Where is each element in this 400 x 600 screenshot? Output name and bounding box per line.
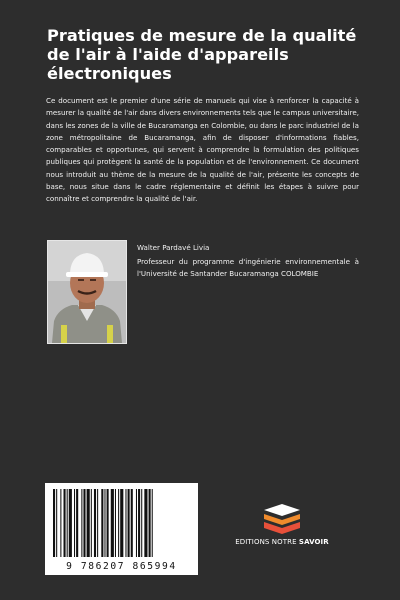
publisher-name-part1: EDITIONS NOTRE: [235, 538, 299, 546]
barcode-bar: [111, 489, 114, 557]
barcode-bar: [56, 489, 57, 557]
author-bio: Professeur du programme d'ingénierie environnementale à l'Université de Santander Bucaramanga COLOMBIE: [137, 257, 359, 279]
barcode-bar: [101, 489, 103, 557]
barcode-bar: [120, 489, 123, 557]
barcode-bar: [104, 489, 105, 557]
barcode-bar: [87, 489, 90, 557]
book-description: Ce document est le premier d'une série de manuels qui vise à renforcer la capacité à mesurer la qualité de l'air dans divers environnements tels que le campus universitaire, dans les zones de la ville de Bucaramanga en Colombie, ou dans le parc industriel de la zone métropolitaine de Bucaramanga, afin de disposer d'informations fiables, comparables et opportunes, qui servent à comprendre la formulation des politiques publiques qui protègent la santé de la population et de l'environnement. Ce document nous introduit au thème de la mesure de la qualité de l'air, présente les concepts de base, nous situe dans le cadre réglementaire et définit les étapes à suivre pour connaître et comprendre la qualité de l'air.: [46, 96, 359, 204]
publisher-logo-icon: [260, 502, 304, 536]
barcode-bar: [74, 489, 75, 557]
barcode-bar: [138, 489, 140, 557]
barcode-bar: [67, 489, 68, 557]
author-portrait-image: [48, 241, 126, 343]
book-title: Pratiques de mesure de la qualité de l'air à l'aide d'appareils électroniques: [47, 26, 357, 83]
barcode-bar: [94, 489, 96, 557]
barcode-bar: [97, 489, 98, 557]
barcode-bar: [149, 489, 151, 557]
barcode-bars: [45, 483, 198, 563]
barcode-bar: [152, 489, 153, 557]
barcode-bar: [81, 489, 82, 557]
author-photo: [47, 240, 127, 344]
barcode-bar: [76, 489, 78, 557]
barcode-bar: [64, 489, 66, 557]
barcode-bar: [115, 489, 116, 557]
barcode-bar: [141, 489, 142, 557]
barcode-bar: [125, 489, 126, 557]
publisher-name: [222, 538, 342, 546]
barcode-bar: [107, 489, 109, 557]
barcode-bar: [91, 489, 92, 557]
barcode-bar: [136, 489, 137, 557]
barcode-bar: [131, 489, 133, 557]
barcode-bar: [69, 489, 72, 557]
author-name: Walter Pardavé Livia: [137, 243, 210, 252]
isbn-barcode: [45, 483, 198, 575]
barcode-bar: [128, 489, 130, 557]
barcode-bar: [83, 489, 85, 557]
isbn-number: 9 786207 865994: [66, 561, 177, 572]
publisher-name-part2: SAVOIR: [298, 538, 329, 546]
barcode-bar: [118, 489, 119, 557]
barcode-bar: [144, 489, 147, 557]
barcode-bar: [60, 489, 61, 557]
barcode-bar: [53, 489, 55, 557]
